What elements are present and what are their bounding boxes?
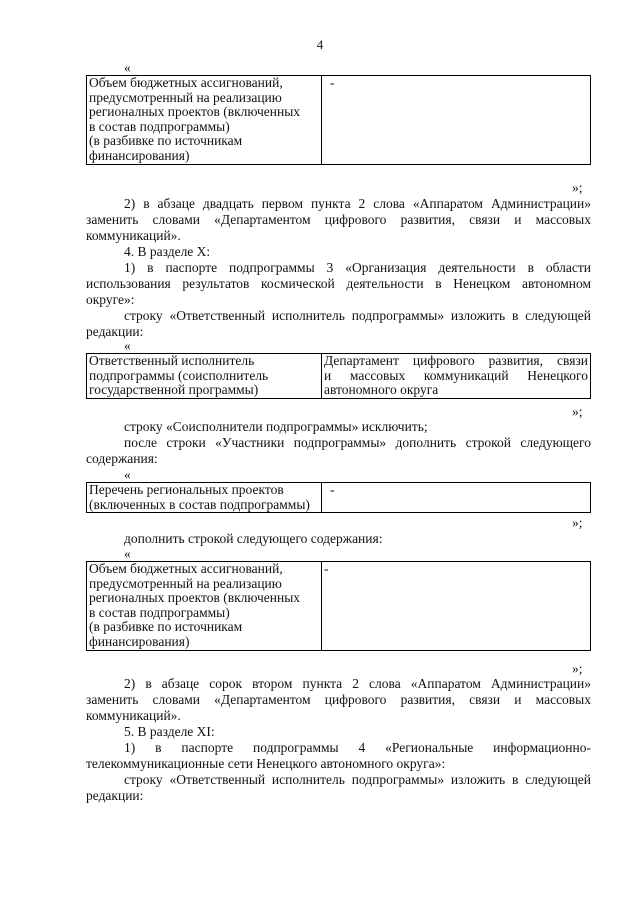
table-cell-label [87,354,322,399]
cell-text: финансирования) [89,147,190,163]
table-projects-list [86,482,591,513]
paragraph-line: строку «Ответственный исполнитель подпрограммы» изложить в следующей [124,308,591,323]
cell-text: предусмотренный на реализацию [89,575,282,591]
table-budget-2 [86,561,591,651]
paragraph-line: заменить словами «Департаментом цифрового развития, связи и массовых [86,692,591,707]
cell-text: Департамент цифрового развития, связи [324,353,588,368]
cell-text: в состав подпрограммы) [89,604,230,620]
paragraph-line: дополнить строкой следующего содержания: [124,531,383,546]
cell-text: Перечень региональных проектов [89,482,284,497]
table-cell-label [87,562,322,651]
cell-text: в состав подпрограммы) [89,118,230,134]
cell-text: регионалных проектов (включенных [89,104,301,120]
cell-text: государственной программы) [89,382,259,398]
cell-text: (включенных в состав подпрограммы) [89,496,310,512]
paragraph-line: округе»: [86,292,135,307]
cell-text: Ответственный исполнитель [89,353,255,368]
paragraph-line: коммуникаций». [86,228,181,243]
paragraph-line: 1) в паспорте подпрограммы 4 «Региональные информационно- [124,740,591,755]
quote-close: »; [572,661,583,676]
table-cell-value [322,76,591,165]
cell-text: - [330,75,335,90]
paragraph-line: строку «Ответственный исполнитель подпрограммы» изложить в следующей [124,772,591,787]
cell-text: - [324,561,329,576]
table-cell-value [322,483,591,513]
section-heading: 5. В разделе XI: [124,724,215,739]
quote-open: « [124,338,131,353]
cell-text: Объем бюджетных ассигнований, [89,75,283,90]
paragraph-line: содержания: [86,451,158,466]
quote-open: « [124,60,131,75]
cell-text: - [330,482,335,497]
quote-close: »; [572,515,583,530]
cell-text: и массовых коммуникаций Ненецкого [324,367,588,383]
cell-text: (в разбивке по источникам [89,619,243,635]
table-cell-value [322,562,591,651]
section-heading: 4. В разделе X: [124,244,211,259]
paragraph-line: заменить словами «Департаментом цифрового развития, связи и массовых [86,212,591,227]
cell-text: подпрограммы (соисполнитель [89,367,269,383]
paragraph-line: 2) в абзаце двадцать первом пункта 2 слова «Аппаратом Администрации» [124,196,591,211]
paragraph-line: 2) в абзаце сорок втором пункта 2 слова «Аппаратом Администрации» [124,676,591,691]
table-budget-1 [86,75,591,165]
cell-text: предусмотренный на реализацию [89,89,282,105]
table-cell-value [322,354,591,399]
quote-close: »; [572,180,583,195]
cell-text: автономного округа [324,382,439,398]
cell-text: финансирования) [89,633,190,649]
paragraph-line: коммуникаций». [86,708,181,723]
paragraph-line: после строки «Участники подпрограммы» дополнить строкой следующего [124,435,591,450]
quote-open: « [124,467,131,482]
table-responsible [86,353,591,399]
quote-close: »; [572,404,583,419]
quote-open: « [124,546,131,561]
cell-text: (в разбивке по источникам [89,133,243,149]
cell-text: регионалных проектов (включенных [89,590,301,606]
paragraph-line: 1) в паспорте подпрограммы 3 «Организация деятельности в области [124,260,591,275]
paragraph-line: редакции: [86,788,144,803]
table-cell-label [87,483,322,513]
table-cell-label [87,76,322,165]
page-number: 4 [316,37,324,52]
paragraph-line: телекоммуникационные сети Ненецкого автономного округа»: [86,756,446,771]
cell-text: Объем бюджетных ассигнований, [89,561,283,576]
paragraph-line: использования результатов космической деятельности в Ненецком автономном [86,276,591,291]
paragraph-line: редакции: [86,324,144,339]
paragraph-line: строку «Соисполнители подпрограммы» исключить; [124,419,428,434]
